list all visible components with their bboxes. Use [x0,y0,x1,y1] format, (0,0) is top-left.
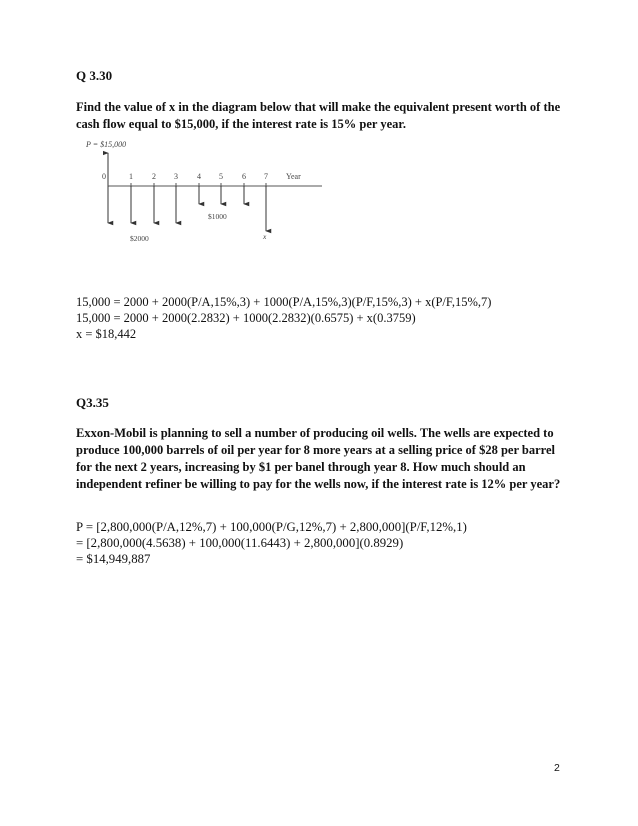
question-3-30-title: Q 3.30 [76,68,113,83]
present-worth-label: P = $15,000 [86,140,127,149]
axis-label-year: Year [286,172,301,181]
question-line-1: Find the value of x in the diagram below that will make the equivalent present worth of the [76,100,561,114]
solution-line [76,519,467,535]
question-line-2: cash flow equal to $15,000, if the interest rate is 15% per year. [76,117,406,131]
question-line-1: Exxon-Mobil is planning to sell a number of producing oil wells. The wells are expected to [76,426,554,440]
year-label-0: 0 [102,172,106,181]
question-line-4: independent refiner be willing to pay for the wells now, if the interest rate is 12% per year? [76,477,561,491]
solution-line-3: x = $18,442 [76,327,137,341]
question-3-35-line [76,459,576,476]
solution-line-2: = [2,800,000(4.5638) + 100,000(11.6443) + 2,800,000](0.8929) [76,536,404,550]
solution-line [76,551,467,567]
solution-line-2: 15,000 = 2000 + 2000(2.2832) + 1000(2.2832)(0.6575) + x(0.3759) [76,311,416,325]
year-label-5: 5 [219,172,223,181]
question-line-3: for the next 2 years, increasing by $1 per banel through year 8. How much should an [76,460,526,474]
solution-line-1: P = [2,800,000(P/A,12%,7) + 100,000(P/G,12%,7) + 2,800,000](P/F,12%,1) [76,520,467,534]
year-label-4: 4 [197,172,201,181]
question-3-30-solution [76,294,491,342]
solution-line-3: = $14,949,887 [76,552,151,566]
year-label-3: 3 [174,172,178,181]
question-3-35-line [76,476,576,493]
year-label-1: 1 [129,172,133,181]
question-3-35-line [76,425,576,442]
page-number: 2 [554,762,560,774]
solution-line [76,310,491,326]
solution-line-1: 15,000 = 2000 + 2000(P/A,15%,3) + 1000(P/A,15%,3)(P/F,15%,3) + x(P/F,15%,7) [76,295,492,309]
cash-flow-diagram [70,135,332,247]
question-3-35-solution [76,519,467,567]
question-3-30-line [76,116,576,133]
question-line-2: produce 100,000 barrels of oil per year for 8 more years at a selling price of $28 per barrel [76,443,555,457]
amount-label-1000: $1000 [208,212,227,221]
year-label-7: 7 [264,172,268,181]
question-3-30-text [76,99,576,133]
amount-label-x: x [263,232,267,241]
question-3-35-line [76,442,576,459]
solution-line [76,326,491,342]
question-3-30-line [76,99,576,116]
question-3-35-title: Q3.35 [76,395,109,410]
solution-line [76,535,467,551]
year-label-6: 6 [242,172,246,181]
solution-line [76,294,491,310]
amount-label-2000: $2000 [130,234,149,243]
year-label-2: 2 [152,172,156,181]
question-3-35-text [76,425,576,493]
